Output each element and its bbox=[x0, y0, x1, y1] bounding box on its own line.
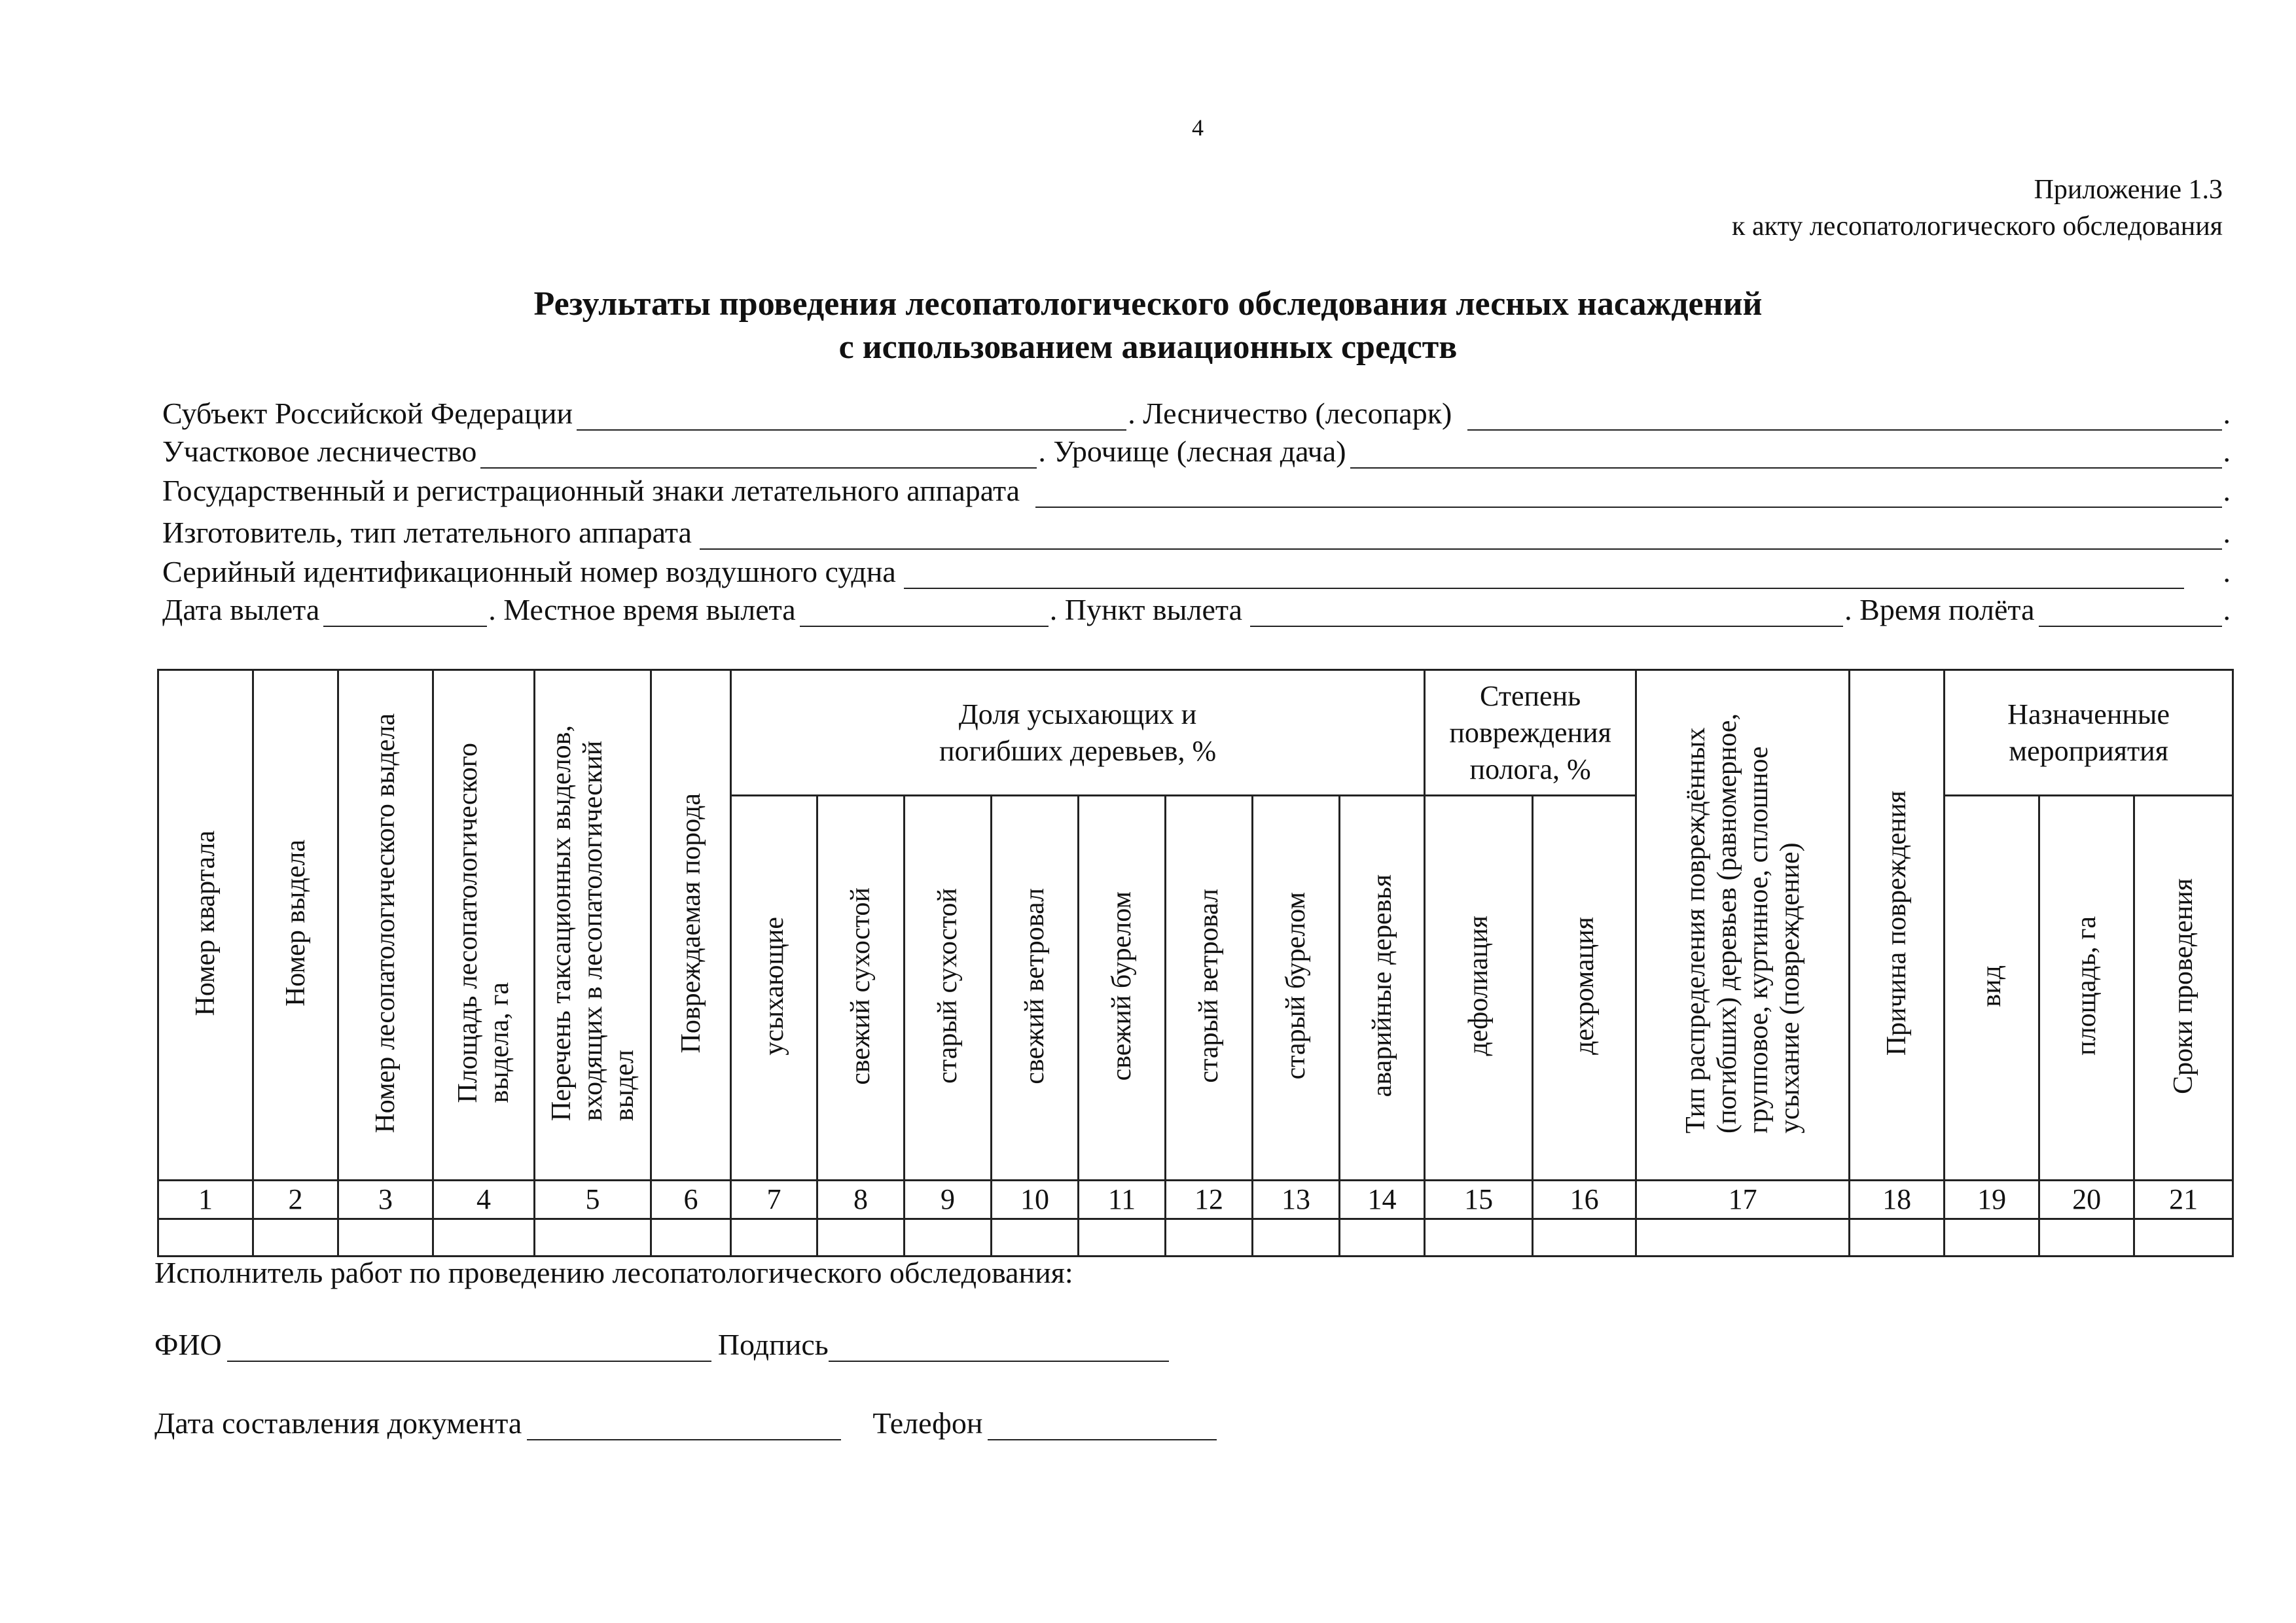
serial-number-label: Серийный идентификационный номер воздушного судна bbox=[162, 555, 896, 588]
col-header-13: старый бурелом bbox=[1253, 796, 1340, 1181]
executor-line bbox=[154, 1255, 1073, 1290]
column-number: 11 bbox=[1079, 1181, 1166, 1219]
executor-label: Исполнитель работ по проведению лесопатологического обследования: bbox=[154, 1256, 1073, 1289]
field-row-flight bbox=[162, 590, 2231, 627]
fio-signature-line bbox=[154, 1327, 1169, 1362]
col-header-8: свежий сухостой bbox=[817, 796, 905, 1181]
data-cell[interactable] bbox=[651, 1219, 731, 1257]
column-number-row bbox=[158, 1181, 2233, 1219]
data-cell[interactable] bbox=[253, 1219, 338, 1257]
departure-point-label: . Пункт вылета bbox=[1049, 593, 1242, 626]
signature-input-line[interactable] bbox=[829, 1334, 1169, 1362]
data-cell[interactable] bbox=[1340, 1219, 1425, 1257]
local-time-label: . Местное время вылета bbox=[488, 593, 796, 626]
column-number: 18 bbox=[1850, 1181, 1945, 1219]
title-line-1: Результаты проведения лесопатологического обследования лесных насаждений bbox=[533, 285, 1763, 323]
manufacturer-input-line[interactable] bbox=[700, 522, 2222, 550]
data-cell[interactable] bbox=[1166, 1219, 1253, 1257]
col-header-19: вид bbox=[1945, 796, 2039, 1181]
column-number: 17 bbox=[1636, 1181, 1850, 1219]
col-header-17: Тип распределения повреждённых (погибших) деревьев (равномерное, групповое, куртинное, сплошное усыхание (повреждение) bbox=[1636, 670, 1850, 1181]
subject-label: Субъект Российской Федерации bbox=[162, 397, 573, 430]
departure-point-input-line[interactable] bbox=[1250, 599, 1843, 627]
column-number: 16 bbox=[1533, 1181, 1636, 1219]
col-header-5: Перечень таксационных выделов, входящих в лесопатологический выдел bbox=[535, 670, 651, 1181]
col-header-21: Сроки проведения bbox=[2134, 796, 2233, 1181]
column-number: 12 bbox=[1166, 1181, 1253, 1219]
field-row-manufacturer bbox=[162, 513, 2231, 550]
blank-data-row bbox=[158, 1219, 2233, 1257]
serial-number-input-line[interactable] bbox=[904, 562, 2184, 589]
column-number: 9 bbox=[905, 1181, 992, 1219]
signature-label: Подпись bbox=[717, 1328, 829, 1361]
district-forestry-input-line[interactable] bbox=[480, 441, 1037, 469]
column-number: 14 bbox=[1340, 1181, 1425, 1219]
aircraft-marks-label: Государственный и регистрационный знаки летательного аппарата bbox=[162, 474, 1020, 507]
col-header-4: Площадь лесопатологического выдела, га bbox=[433, 670, 535, 1181]
subject-input-line[interactable] bbox=[577, 403, 1126, 431]
end-dot: . bbox=[2223, 516, 2231, 549]
col-header-9: старый сухостой bbox=[905, 796, 992, 1181]
flight-time-input-line[interactable] bbox=[2039, 599, 2222, 627]
data-cell[interactable] bbox=[1945, 1219, 2039, 1257]
phone-label: Телефон bbox=[872, 1406, 983, 1440]
departure-date-label: Дата вылета bbox=[162, 593, 320, 626]
title-line-2: с использованием авиационных средств bbox=[838, 329, 1458, 366]
aircraft-marks-input-line[interactable] bbox=[1035, 480, 2221, 508]
field-row-aircraft-marks bbox=[162, 471, 2231, 508]
end-dot: . bbox=[2223, 555, 2231, 588]
doc-date-label: Дата составления документа bbox=[154, 1406, 522, 1440]
data-cell[interactable] bbox=[1079, 1219, 1166, 1257]
column-number: 4 bbox=[433, 1181, 535, 1219]
field-row-district bbox=[162, 432, 2231, 469]
end-dot: . bbox=[2223, 474, 2231, 507]
group-header-canopy-damage: Степень повреждения полога, % bbox=[1425, 670, 1636, 796]
data-cell[interactable] bbox=[158, 1219, 253, 1257]
data-cell[interactable] bbox=[1425, 1219, 1533, 1257]
data-cell[interactable] bbox=[817, 1219, 905, 1257]
column-number: 20 bbox=[2039, 1181, 2134, 1219]
forestry-input-line[interactable] bbox=[1467, 403, 2221, 431]
column-number: 15 bbox=[1425, 1181, 1533, 1219]
field-row-subject bbox=[162, 394, 2231, 431]
tract-label: . Урочище (лесная дача) bbox=[1038, 435, 1346, 468]
col-header-20: площадь, га bbox=[2039, 796, 2134, 1181]
col-header-2: Номер выдела bbox=[253, 670, 338, 1181]
document-title bbox=[0, 283, 2296, 369]
data-cell[interactable] bbox=[1253, 1219, 1340, 1257]
data-cell[interactable] bbox=[731, 1219, 817, 1257]
data-cell[interactable] bbox=[535, 1219, 651, 1257]
date-phone-line bbox=[154, 1406, 1217, 1440]
data-cell[interactable] bbox=[2039, 1219, 2134, 1257]
column-number: 19 bbox=[1945, 1181, 2039, 1219]
page-number: 4 bbox=[1192, 115, 1204, 141]
column-number: 2 bbox=[253, 1181, 338, 1219]
phone-input-line[interactable] bbox=[988, 1413, 1217, 1440]
end-dot: . bbox=[2223, 397, 2231, 430]
col-header-12: старый ветровал bbox=[1166, 796, 1253, 1181]
col-header-18: Причина повреждения bbox=[1850, 670, 1945, 1181]
data-cell[interactable] bbox=[1533, 1219, 1636, 1257]
data-cell[interactable] bbox=[992, 1219, 1079, 1257]
departure-date-input-line[interactable] bbox=[323, 599, 487, 627]
appendix-note bbox=[1732, 171, 2223, 245]
col-header-11: свежий бурелом bbox=[1079, 796, 1166, 1181]
column-number: 1 bbox=[158, 1181, 253, 1219]
column-number: 10 bbox=[992, 1181, 1079, 1219]
group-header-dying-trees: Доля усыхающих и погибших деревьев, % bbox=[731, 670, 1425, 796]
col-header-14: аварийные деревья bbox=[1340, 796, 1425, 1181]
tract-input-line[interactable] bbox=[1350, 441, 2222, 469]
local-time-input-line[interactable] bbox=[800, 599, 1049, 627]
col-header-10: свежий ветровал bbox=[992, 796, 1079, 1181]
column-number: 5 bbox=[535, 1181, 651, 1219]
fio-input-line[interactable] bbox=[227, 1334, 711, 1362]
column-number: 8 bbox=[817, 1181, 905, 1219]
end-dot: . bbox=[2223, 435, 2231, 468]
column-number: 21 bbox=[2134, 1181, 2233, 1219]
data-cell[interactable] bbox=[1636, 1219, 1850, 1257]
col-header-3: Номер лесопатологического выдела bbox=[338, 670, 433, 1181]
column-number: 7 bbox=[731, 1181, 817, 1219]
fio-label: ФИО bbox=[154, 1328, 222, 1361]
column-number: 3 bbox=[338, 1181, 433, 1219]
manufacturer-label: Изготовитель, тип летательного аппарата bbox=[162, 516, 692, 549]
appendix-line-1: Приложение 1.3 bbox=[2034, 175, 2223, 205]
district-forestry-label: Участковое лесничество bbox=[162, 435, 477, 468]
flight-time-label: . Время полёта bbox=[1844, 593, 2035, 626]
col-header-6: Повреждаемая порода bbox=[651, 670, 731, 1181]
col-header-7: усыхающие bbox=[731, 796, 817, 1181]
appendix-line-2: к акту лесопатологического обследования bbox=[1732, 211, 2223, 241]
table-header-row-1 bbox=[158, 670, 2233, 796]
col-header-16: дехромация bbox=[1533, 796, 1636, 1181]
data-cell[interactable] bbox=[2134, 1219, 2233, 1257]
group-header-measures: Назначенные мероприятия bbox=[1945, 670, 2233, 796]
col-header-1: Номер квартала bbox=[158, 670, 253, 1181]
data-cell[interactable] bbox=[1850, 1219, 1945, 1257]
end-dot: . bbox=[2223, 593, 2231, 626]
column-number: 13 bbox=[1253, 1181, 1340, 1219]
data-cell[interactable] bbox=[433, 1219, 535, 1257]
forestry-label: . Лесничество (лесопарк) bbox=[1128, 397, 1452, 430]
data-cell[interactable] bbox=[905, 1219, 992, 1257]
col-header-15: дефолиация bbox=[1425, 796, 1533, 1181]
column-number: 6 bbox=[651, 1181, 731, 1219]
survey-results-table bbox=[157, 669, 2234, 1257]
doc-date-input-line[interactable] bbox=[527, 1413, 841, 1440]
data-cell[interactable] bbox=[338, 1219, 433, 1257]
field-row-serial bbox=[162, 552, 2231, 589]
